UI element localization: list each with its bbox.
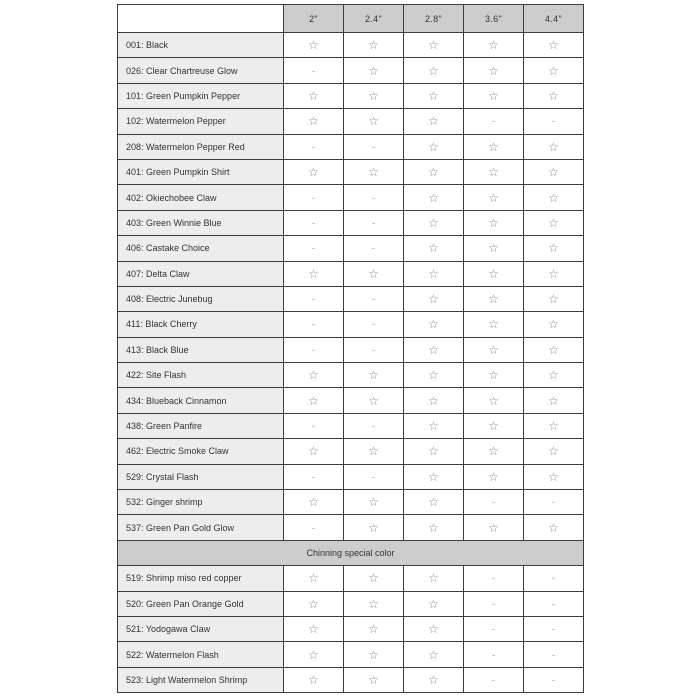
availability-star-icon: ☆ bbox=[344, 515, 404, 540]
corner-cell bbox=[118, 5, 284, 33]
availability-star-icon: ☆ bbox=[524, 363, 584, 388]
availability-star-icon: ☆ bbox=[404, 566, 464, 591]
availability-star-icon: ☆ bbox=[284, 159, 344, 184]
section-row bbox=[118, 540, 584, 565]
not-available-dash: - bbox=[284, 337, 344, 362]
availability-star-icon: ☆ bbox=[284, 363, 344, 388]
availability-star-icon: ☆ bbox=[404, 667, 464, 692]
not-available-dash: - bbox=[284, 286, 344, 311]
availability-star-icon: ☆ bbox=[464, 58, 524, 83]
availability-star-icon: ☆ bbox=[404, 109, 464, 134]
color-name-cell: 026: Clear Chartreuse Glow bbox=[118, 58, 284, 83]
availability-star-icon: ☆ bbox=[464, 312, 524, 337]
not-available-dash: - bbox=[284, 413, 344, 438]
color-name-cell: 529: Crystal Flash bbox=[118, 464, 284, 489]
availability-star-icon: ☆ bbox=[464, 83, 524, 108]
availability-star-icon: ☆ bbox=[404, 210, 464, 235]
availability-star-icon: ☆ bbox=[524, 515, 584, 540]
color-name-cell: 413: Black Blue bbox=[118, 337, 284, 362]
color-name-cell: 407: Delta Claw bbox=[118, 261, 284, 286]
not-available-dash: - bbox=[524, 109, 584, 134]
availability-star-icon: ☆ bbox=[404, 33, 464, 58]
availability-star-icon: ☆ bbox=[464, 286, 524, 311]
not-available-dash: - bbox=[524, 566, 584, 591]
availability-star-icon: ☆ bbox=[344, 109, 404, 134]
availability-star-icon: ☆ bbox=[524, 464, 584, 489]
availability-star-icon: ☆ bbox=[524, 159, 584, 184]
table-row bbox=[118, 83, 584, 108]
table-row bbox=[118, 58, 584, 83]
availability-star-icon: ☆ bbox=[464, 464, 524, 489]
availability-star-icon: ☆ bbox=[404, 591, 464, 616]
availability-star-icon: ☆ bbox=[344, 33, 404, 58]
table-row bbox=[118, 185, 584, 210]
availability-star-icon: ☆ bbox=[344, 490, 404, 515]
availability-star-icon: ☆ bbox=[344, 642, 404, 667]
availability-star-icon: ☆ bbox=[524, 58, 584, 83]
color-name-cell: 001: Black bbox=[118, 33, 284, 58]
table-row bbox=[118, 413, 584, 438]
availability-star-icon: ☆ bbox=[344, 667, 404, 692]
availability-star-icon: ☆ bbox=[284, 388, 344, 413]
size-column-header: 4.4" bbox=[524, 5, 584, 33]
table-row bbox=[118, 490, 584, 515]
availability-star-icon: ☆ bbox=[524, 236, 584, 261]
table-row bbox=[118, 286, 584, 311]
availability-star-icon: ☆ bbox=[524, 33, 584, 58]
availability-star-icon: ☆ bbox=[464, 159, 524, 184]
availability-star-icon: ☆ bbox=[344, 58, 404, 83]
size-availability-table bbox=[117, 4, 584, 693]
availability-star-icon: ☆ bbox=[464, 236, 524, 261]
availability-star-icon: ☆ bbox=[404, 261, 464, 286]
availability-star-icon: ☆ bbox=[524, 413, 584, 438]
color-name-cell: 403: Green Winnie Blue bbox=[118, 210, 284, 235]
not-available-dash: - bbox=[284, 134, 344, 159]
availability-star-icon: ☆ bbox=[464, 337, 524, 362]
color-name-cell: 402: Okiechobee Claw bbox=[118, 185, 284, 210]
not-available-dash: - bbox=[344, 210, 404, 235]
size-column-header: 3.6" bbox=[464, 5, 524, 33]
availability-star-icon: ☆ bbox=[284, 109, 344, 134]
availability-star-icon: ☆ bbox=[464, 261, 524, 286]
availability-star-icon: ☆ bbox=[404, 236, 464, 261]
availability-star-icon: ☆ bbox=[404, 286, 464, 311]
availability-star-icon: ☆ bbox=[524, 312, 584, 337]
table-row bbox=[118, 667, 584, 692]
availability-star-icon: ☆ bbox=[404, 464, 464, 489]
table-row bbox=[118, 591, 584, 616]
table-header bbox=[118, 5, 584, 33]
color-name-cell: 519: Shrimp miso red copper bbox=[118, 566, 284, 591]
availability-star-icon: ☆ bbox=[284, 490, 344, 515]
not-available-dash: - bbox=[524, 616, 584, 641]
color-name-cell: 522: Watermelon Flash bbox=[118, 642, 284, 667]
availability-star-icon: ☆ bbox=[344, 439, 404, 464]
table-row bbox=[118, 464, 584, 489]
header-row bbox=[118, 5, 584, 33]
not-available-dash: - bbox=[344, 464, 404, 489]
not-available-dash: - bbox=[284, 185, 344, 210]
table-row bbox=[118, 33, 584, 58]
color-name-cell: 208: Watermelon Pepper Red bbox=[118, 134, 284, 159]
availability-star-icon: ☆ bbox=[404, 490, 464, 515]
availability-star-icon: ☆ bbox=[344, 261, 404, 286]
color-name-cell: 537: Green Pan Gold Glow bbox=[118, 515, 284, 540]
not-available-dash: - bbox=[284, 236, 344, 261]
availability-star-icon: ☆ bbox=[344, 616, 404, 641]
section-header-label: Chinning special color bbox=[118, 540, 584, 565]
table-row bbox=[118, 439, 584, 464]
table-row bbox=[118, 642, 584, 667]
color-name-cell: 406: Castake Choice bbox=[118, 236, 284, 261]
table-row bbox=[118, 616, 584, 641]
availability-star-icon: ☆ bbox=[344, 388, 404, 413]
availability-star-icon: ☆ bbox=[284, 439, 344, 464]
not-available-dash: - bbox=[344, 312, 404, 337]
availability-star-icon: ☆ bbox=[464, 210, 524, 235]
table-row bbox=[118, 261, 584, 286]
size-column-header: 2.4" bbox=[344, 5, 404, 33]
availability-star-icon: ☆ bbox=[284, 642, 344, 667]
color-name-cell: 101: Green Pumpkin Pepper bbox=[118, 83, 284, 108]
availability-star-icon: ☆ bbox=[524, 261, 584, 286]
availability-star-icon: ☆ bbox=[464, 413, 524, 438]
size-column-header: 2" bbox=[284, 5, 344, 33]
not-available-dash: - bbox=[284, 58, 344, 83]
not-available-dash: - bbox=[464, 490, 524, 515]
table-row bbox=[118, 109, 584, 134]
color-name-cell: 521: Yodogawa Claw bbox=[118, 616, 284, 641]
availability-star-icon: ☆ bbox=[344, 83, 404, 108]
availability-star-icon: ☆ bbox=[344, 566, 404, 591]
availability-star-icon: ☆ bbox=[404, 83, 464, 108]
not-available-dash: - bbox=[524, 642, 584, 667]
table-row bbox=[118, 337, 584, 362]
table-row bbox=[118, 210, 584, 235]
availability-star-icon: ☆ bbox=[284, 33, 344, 58]
availability-star-icon: ☆ bbox=[404, 439, 464, 464]
availability-star-icon: ☆ bbox=[404, 185, 464, 210]
color-name-cell: 434: Blueback Cinnamon bbox=[118, 388, 284, 413]
table-row bbox=[118, 312, 584, 337]
availability-star-icon: ☆ bbox=[524, 134, 584, 159]
not-available-dash: - bbox=[464, 591, 524, 616]
availability-star-icon: ☆ bbox=[524, 83, 584, 108]
availability-star-icon: ☆ bbox=[344, 591, 404, 616]
availability-star-icon: ☆ bbox=[464, 363, 524, 388]
not-available-dash: - bbox=[524, 490, 584, 515]
availability-star-icon: ☆ bbox=[404, 515, 464, 540]
not-available-dash: - bbox=[344, 413, 404, 438]
not-available-dash: - bbox=[524, 591, 584, 616]
size-column-header: 2.8" bbox=[404, 5, 464, 33]
availability-star-icon: ☆ bbox=[284, 616, 344, 641]
availability-star-icon: ☆ bbox=[404, 616, 464, 641]
table-row bbox=[118, 363, 584, 388]
color-name-cell: 401: Green Pumpkin Shirt bbox=[118, 159, 284, 184]
availability-star-icon: ☆ bbox=[284, 667, 344, 692]
not-available-dash: - bbox=[464, 616, 524, 641]
color-name-cell: 422: Site Flash bbox=[118, 363, 284, 388]
table-body bbox=[118, 33, 584, 693]
availability-star-icon: ☆ bbox=[524, 185, 584, 210]
availability-star-icon: ☆ bbox=[404, 642, 464, 667]
not-available-dash: - bbox=[344, 236, 404, 261]
table-row bbox=[118, 566, 584, 591]
not-available-dash: - bbox=[344, 185, 404, 210]
not-available-dash: - bbox=[284, 210, 344, 235]
not-available-dash: - bbox=[284, 515, 344, 540]
availability-star-icon: ☆ bbox=[404, 363, 464, 388]
availability-star-icon: ☆ bbox=[404, 58, 464, 83]
availability-star-icon: ☆ bbox=[284, 261, 344, 286]
color-name-cell: 408: Electric Junebug bbox=[118, 286, 284, 311]
availability-star-icon: ☆ bbox=[524, 210, 584, 235]
availability-star-icon: ☆ bbox=[464, 515, 524, 540]
availability-star-icon: ☆ bbox=[404, 388, 464, 413]
availability-star-icon: ☆ bbox=[524, 388, 584, 413]
not-available-dash: - bbox=[464, 667, 524, 692]
table-row bbox=[118, 134, 584, 159]
color-name-cell: 462: Electric Smoke Claw bbox=[118, 439, 284, 464]
availability-star-icon: ☆ bbox=[524, 337, 584, 362]
not-available-dash: - bbox=[344, 134, 404, 159]
availability-star-icon: ☆ bbox=[344, 363, 404, 388]
availability-star-icon: ☆ bbox=[404, 413, 464, 438]
not-available-dash: - bbox=[284, 464, 344, 489]
availability-star-icon: ☆ bbox=[404, 312, 464, 337]
color-name-cell: 438: Green Panfire bbox=[118, 413, 284, 438]
table-row bbox=[118, 388, 584, 413]
not-available-dash: - bbox=[344, 286, 404, 311]
table-row bbox=[118, 515, 584, 540]
availability-star-icon: ☆ bbox=[524, 439, 584, 464]
table-row bbox=[118, 236, 584, 261]
availability-star-icon: ☆ bbox=[344, 159, 404, 184]
color-name-cell: 532: Ginger shrimp bbox=[118, 490, 284, 515]
not-available-dash: - bbox=[524, 667, 584, 692]
color-name-cell: 411: Black Cherry bbox=[118, 312, 284, 337]
table-row bbox=[118, 159, 584, 184]
availability-star-icon: ☆ bbox=[464, 388, 524, 413]
color-name-cell: 520: Green Pan Orange Gold bbox=[118, 591, 284, 616]
not-available-dash: - bbox=[464, 566, 524, 591]
not-available-dash: - bbox=[284, 312, 344, 337]
availability-star-icon: ☆ bbox=[464, 33, 524, 58]
availability-star-icon: ☆ bbox=[464, 439, 524, 464]
availability-star-icon: ☆ bbox=[404, 337, 464, 362]
color-name-cell: 102: Watermelon Pepper bbox=[118, 109, 284, 134]
availability-star-icon: ☆ bbox=[284, 566, 344, 591]
availability-star-icon: ☆ bbox=[284, 591, 344, 616]
color-name-cell: 523: Light Watermelon Shrimp bbox=[118, 667, 284, 692]
availability-star-icon: ☆ bbox=[464, 134, 524, 159]
availability-star-icon: ☆ bbox=[284, 83, 344, 108]
availability-star-icon: ☆ bbox=[524, 286, 584, 311]
not-available-dash: - bbox=[464, 642, 524, 667]
availability-star-icon: ☆ bbox=[404, 134, 464, 159]
availability-star-icon: ☆ bbox=[404, 159, 464, 184]
availability-star-icon: ☆ bbox=[464, 185, 524, 210]
not-available-dash: - bbox=[344, 337, 404, 362]
not-available-dash: - bbox=[464, 109, 524, 134]
